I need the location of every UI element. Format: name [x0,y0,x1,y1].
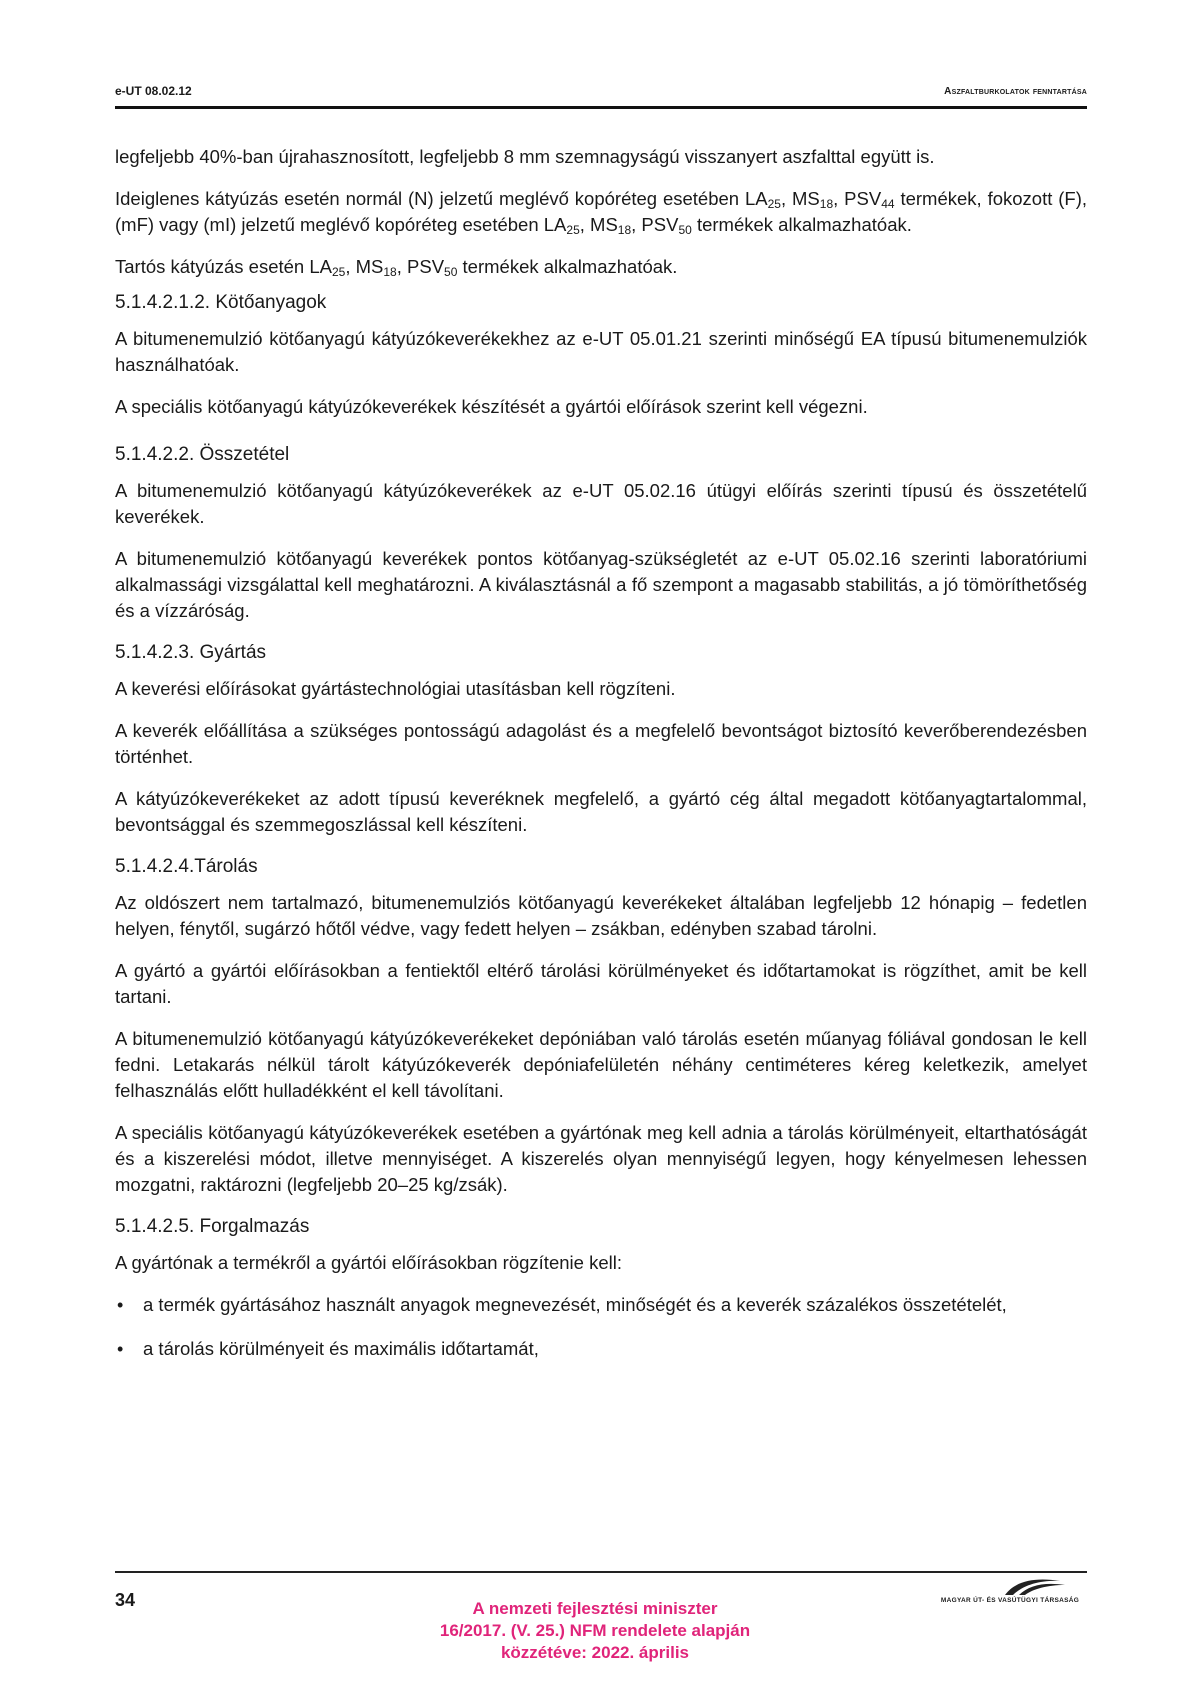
paragraph: A gyártó a gyártói előírásokban a fentiektől eltérő tárolási körülményeket és időtartamokat is rögzíthet, amit be kell tartani. [115,960,1087,1007]
page-header [115,84,1087,109]
publication-stamp: A nemzeti fejlesztési miniszter 16/2017. (V. 25.) NFM rendelete alapján közzétéve: 2022. április [439,1599,751,1662]
paragraph: A keverék előállítása a szükséges pontosságú adagolást és a megfelelő bevontságot biztosító keverőberendezésben történhet. [115,720,1087,767]
swoosh-icon [935,1575,1085,1597]
paragraph: A bitumenemulzió kötőanyagú kátyúzókeverékek az e-UT 05.02.16 útügyi előírás szerinti típusú és összetételű keverékek. [115,480,1087,527]
document-title: Aszfaltburkolatok fenntartása [944,86,1087,97]
paragraph: A kátyúzókeverékeket az adott típusú keveréknek megfelelő, a gyártó cég által megadott kötőanyagtartalommal, bevontsággal és szemmegoszlással kell készíteni. [115,788,1087,835]
paragraph: A bitumenemulzió kötőanyagú kátyúzókeverékeket depóniában való tárolás esetén műanyag fóliával gondosan le kell fedni. Letakarás nélkül tárolt kátyúzókeverék depóniafelületén néhány centiméteres kéreg keletkezik, amelyet felhasználás előtt hulladékként el kell távolítani. [115,1028,1087,1101]
paragraph: A bitumenemulzió kötőanyagú keverékek pontos kötőanyag-szükségletét az e-UT 05.02.16 szerinti laboratóriumi alkalmassági vizsgálattal kell meghatározni. A kiválasztásnál a fő szempont a magasabb stabilitás, a jó tömöríthetőség és a vízzáróság. [115,548,1087,621]
footer-divider [115,1571,1087,1573]
bullet-icon: • [117,1295,124,1315]
section-heading-binders: 5.1.4.2.1.2. Kötőanyagok [115,292,327,313]
bullet-list [115,1292,1087,1362]
section-heading-storage: 5.1.4.2.4.Tárolás [115,856,258,877]
paragraph: A speciális kötőanyagú kátyúzókeverékek készítését a gyártói előírások szerint kell végezni. [115,396,868,417]
section-heading-production: 5.1.4.2.3. Gyártás [115,642,267,663]
list-item: • a termék gyártásához használt anyagok megnevezését, minőségét és a keverék százalékos összetételét, [115,1292,1087,1318]
paragraph: Az oldószert nem tartalmazó, bitumenemulziós kötőanyagú keverékeket általában legfeljebb 12 hónapig – fedetlen helyen, fénytől, sugárzó hőtől védve, vagy fedett helyen – zsákban, edényben szabad tárolni. [115,892,1087,939]
list-item: • a tárolás körülményeit és maximális időtartamát, [115,1336,1087,1362]
paragraph-permanent-patching: Tartós kátyúzás esetén $LA_{25}$, $MS_{18}$, $PSV_{50}$ termékek alkalmazhatóak. [115,256,678,279]
paragraph: A speciális kötőanyagú kátyúzókeverékek esetében a gyártónak meg kell adnia a tárolás körülményeit, eltarthatóságát és a kiszerelési módot, illetve mennyiséget. A kiszerelés olyan mennyiségű legyen, hogy kényelmesen lehessen mozgatni, raktározni (legfeljebb 20–25 kg/zsák). [115,1122,1087,1195]
page-content [115,144,1087,1380]
paragraph-temporary-patching: Ideiglenes kátyúzás esetén normál (N) jelzetű meglévő kopóréteg esetében $LA_{25}$, $MS_{18}$, $PSV_{44}$ termékek, fokozott (F), (mF) vagy (mI) jelzetű meglévő kopóréteg esetében $LA_{25}$, $MS_{18}$, $PSV_{50}$ termékek alkalmazhatóak. [115,188,1088,237]
bullet-icon: • [117,1339,124,1359]
paragraph: A bitumenemulzió kötőanyagú kátyúzókeverékekhez az e-UT 05.01.21 szerinti minőségű EA típusú bitumenemulziók használhatóak. [115,328,1087,375]
section-heading-distribution: 5.1.4.2.5. Forgalmazás [115,1216,310,1237]
page-number: 34 [115,1590,136,1610]
section-heading-composition: 5.1.4.2.2. Összetétel [115,444,290,465]
paragraph: A keverési előírásokat gyártástechnológiai utasításban kell rögzíteni. [115,678,676,699]
paragraph: A gyártónak a termékről a gyártói előírásokban rögzítenie kell: [115,1252,622,1273]
document-code: e-UT 08.02.12 [115,84,192,98]
paragraph: legfeljebb 40%-ban újrahasznosított, legfeljebb 8 mm szemnagyságú visszanyert aszfalttal együtt is. [115,146,935,167]
society-logo: MAGYAR ÚT- ÉS VASÚTÜGYI TÁRSASÁG [935,1575,1085,1615]
